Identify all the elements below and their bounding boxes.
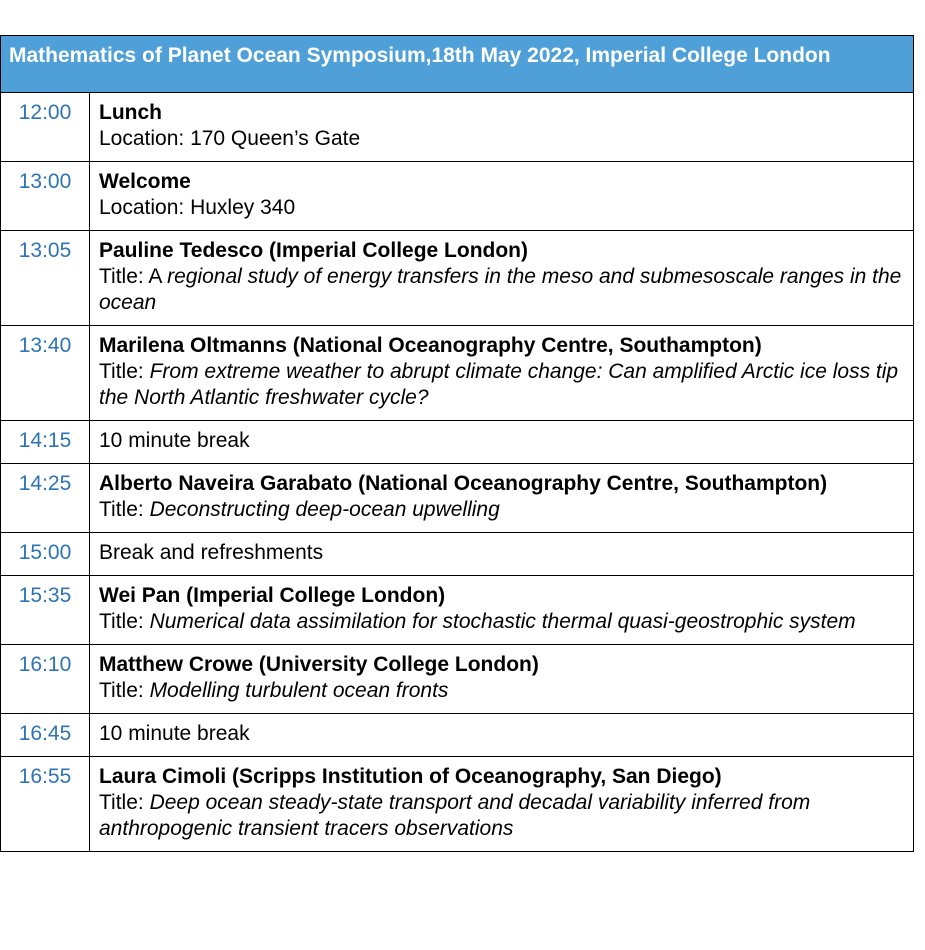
time-cell: 15:35 <box>1 576 90 645</box>
schedule-row <box>1 576 914 645</box>
talk-cell <box>90 231 914 326</box>
speaker-name: Matthew Crowe (University College London) <box>99 653 539 676</box>
schedule-row <box>1 464 914 533</box>
talk-title-line <box>99 609 905 635</box>
session-cell <box>90 162 914 231</box>
schedule-header-row <box>1 36 914 93</box>
schedule-row <box>1 162 914 231</box>
schedule-row <box>1 93 914 162</box>
talk-title: From extreme weather to abrupt climate change: Can amplified Arctic ice loss tip the North Atlantic freshwater cycle? <box>99 360 899 409</box>
session-location: Location: Huxley 340 <box>99 196 296 219</box>
schedule-row <box>1 757 914 852</box>
time-cell: 13:05 <box>1 231 90 326</box>
talk-title-line <box>99 359 905 411</box>
schedule-row <box>1 231 914 326</box>
time-cell: 16:10 <box>1 645 90 714</box>
session-cell <box>90 93 914 162</box>
time-cell: 13:00 <box>1 162 90 231</box>
title-prefix: Title: <box>99 498 150 521</box>
talk-title: Modelling turbulent ocean fronts <box>149 679 449 702</box>
schedule-row <box>1 714 914 757</box>
schedule-table <box>0 35 914 852</box>
time-cell: 16:45 <box>1 714 90 757</box>
talk-cell <box>90 576 914 645</box>
time-cell: 14:25 <box>1 464 90 533</box>
schedule-row <box>1 645 914 714</box>
time-cell: 12:00 <box>1 93 90 162</box>
schedule-row <box>1 421 914 464</box>
talk-cell <box>90 464 914 533</box>
talk-title-line <box>99 678 905 704</box>
title-prefix: Title: <box>99 791 150 814</box>
talk-cell <box>90 645 914 714</box>
time-cell: 13:40 <box>1 326 90 421</box>
break-cell: Break and refreshments <box>90 533 914 576</box>
break-cell: 10 minute break <box>90 714 914 757</box>
title-prefix: Title: <box>99 679 150 702</box>
talk-title-line <box>99 264 905 316</box>
talk-cell <box>90 326 914 421</box>
title-prefix: Title: <box>99 610 150 633</box>
talk-title: Deep ocean steady-state transport and decadal variability inferred from anthropogenic transient tracers observations <box>99 791 811 840</box>
session-location: Location: 170 Queen’s Gate <box>99 127 361 150</box>
speaker-name: Marilena Oltmanns (National Oceanography Centre, Southampton) <box>99 334 762 357</box>
talk-title: Numerical data assimilation for stochastic thermal quasi-geostrophic system <box>149 610 856 633</box>
speaker-name: Laura Cimoli (Scripps Institution of Oceanography, San Diego) <box>99 765 722 788</box>
time-cell: 16:55 <box>1 757 90 852</box>
title-prefix: Title: A <box>99 265 168 288</box>
speaker-name: Wei Pan (Imperial College London) <box>99 584 446 607</box>
title-prefix: Title: <box>99 360 150 383</box>
break-cell: 10 minute break <box>90 421 914 464</box>
talk-title: regional study of energy transfers in the meso and submesoscale ranges in the ocean <box>99 265 902 314</box>
speaker-name: Pauline Tedesco (Imperial College London) <box>99 239 529 262</box>
schedule-row <box>1 533 914 576</box>
time-cell: 15:00 <box>1 533 90 576</box>
schedule-row <box>1 326 914 421</box>
time-cell: 14:15 <box>1 421 90 464</box>
talk-cell <box>90 757 914 852</box>
talk-title: Deconstructing deep-ocean upwelling <box>149 498 500 521</box>
schedule-title: Mathematics of Planet Ocean Symposium,18th May 2022, Imperial College London <box>1 36 914 93</box>
talk-title-line <box>99 790 905 842</box>
session-name: Lunch <box>99 101 162 124</box>
schedule-body <box>1 93 914 852</box>
talk-title-line <box>99 497 905 523</box>
speaker-name: Alberto Naveira Garabato (National Oceanography Centre, Southampton) <box>99 472 828 495</box>
session-name: Welcome <box>99 170 191 193</box>
